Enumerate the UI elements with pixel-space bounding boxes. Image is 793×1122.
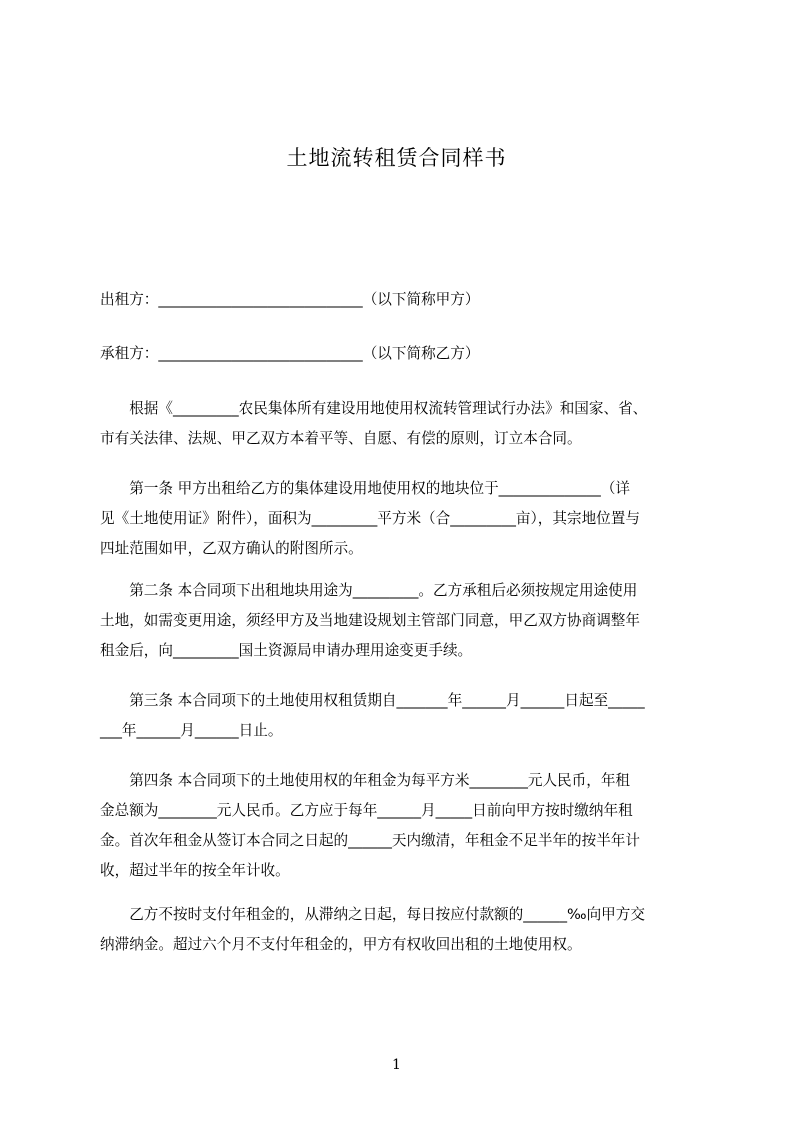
page-number: 1 [392, 1057, 401, 1073]
paragraph-line: 金总额为________元人民币。乙方应于每年______月_____日前向甲方按时缴纳年租 [100, 802, 633, 819]
paragraph-line: 乙方不按时支付年租金的，从滞纳之日起，每日按应付款额的______‰向甲方交 [100, 906, 645, 923]
preamble-paragraph [100, 394, 700, 454]
paragraph-line: 第三条 本合同项下的土地使用权租赁期自_______年______月______日起至_____ [100, 692, 645, 709]
paragraph-line: 第四条 本合同项下的土地使用权的年租金为每平方米________元人民币，年租 [100, 772, 631, 789]
lessor-line: 出租方：____________________________（以下简称甲方） [100, 291, 480, 308]
paragraph-line: 纳滞纳金。超过六个月不支付年租金的，甲方有权收回出租的土地使用权。 [100, 936, 582, 953]
paragraph-line: 四址范围如甲，乙双方确认的附图所示。 [100, 540, 363, 557]
paragraph-line: 金。首次年租金从签订本合同之日起的______天内缴清，年租金不足半年的按半年计 [100, 832, 640, 849]
late-fee-paragraph [100, 900, 700, 960]
lessee-line: 承租方：____________________________（以下简称乙方） [100, 345, 480, 362]
article-3-paragraph [100, 686, 700, 746]
article-1-paragraph [100, 474, 700, 564]
paragraph-line: 第一条 甲方出租给乙方的集体建设用地使用权的地块位于______________（详 [100, 480, 631, 497]
paragraph-line: 租金后，向_________国土资源局申请办理用途变更手续。 [100, 642, 473, 659]
paragraph-line: 见《土地使用证》附件），面积为_________平方米（合_________亩），其宗地位置与 [100, 510, 640, 527]
paragraph-line: 土地，如需变更用途，须经甲方及当地建设规划主管部门同意，甲乙双方协商调整年 [100, 612, 640, 629]
article-4-paragraph [100, 766, 700, 886]
paragraph-line: 第二条 本合同项下出租地块用途为_________。乙方承租后必须按规定用途使用 [100, 582, 638, 599]
paragraph-line: 根据《_________农民集体所有建设用地使用权流转管理试行办法》和国家、省、 [100, 400, 648, 417]
paragraph-line: ___年______月______日止。 [100, 722, 283, 739]
article-2-paragraph [100, 576, 700, 666]
paragraph-line: 收，超过半年的按全年计收。 [100, 862, 290, 879]
document-title: 土地流转租赁合同样书 [286, 146, 507, 170]
paragraph-line: 市有关法律、法规、甲乙双方本着平等、自愿、有偿的原则，订立本合同。 [100, 430, 582, 447]
